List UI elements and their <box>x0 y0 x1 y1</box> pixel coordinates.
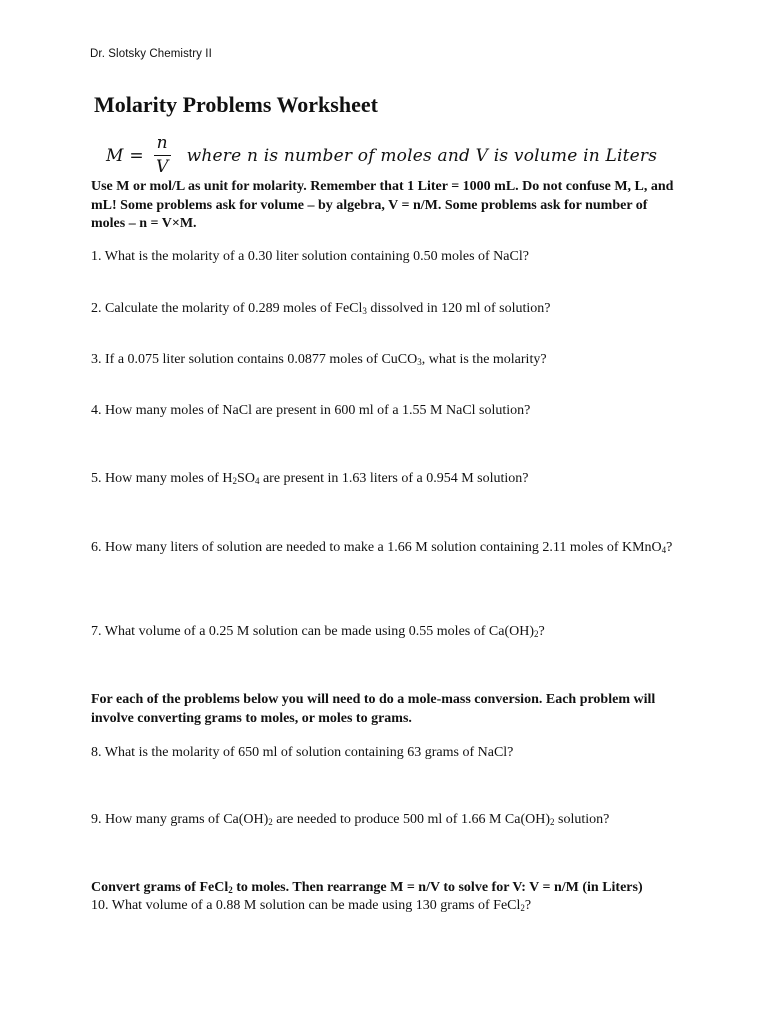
question-9-text: 9. How many grams of Ca(OH) <box>91 812 269 827</box>
question-5 <box>91 470 691 489</box>
question-3-text-end: , what is the molarity? <box>421 352 547 367</box>
question-10-text: 10. What volume of a 0.88 M solution can be made using 130 grams of FeCl <box>91 898 521 913</box>
subscript: 4 <box>661 545 667 555</box>
subscript: 3 <box>417 357 422 367</box>
instructions-paragraph: Use M or mol/L as unit for molarity. Remember that 1 Liter = 1000 mL. Do not confuse M, L, and mL! Some problems ask for volume – by algebra, V = n/M. Some problems ask for number of moles – n = V×M. <box>91 179 674 231</box>
subscript: 2 <box>550 817 555 827</box>
question-6 <box>91 539 691 558</box>
question-9-text-mid: are needed to produce 500 ml of 1.66 M Ca(OH) <box>272 812 550 827</box>
question-2 <box>91 300 691 319</box>
formula-denominator: V <box>156 157 169 177</box>
question-1: 1. What is the molarity of a 0.30 liter solution containing 0.50 moles of NaCl? <box>91 249 529 264</box>
question-10 <box>91 897 691 916</box>
question-4: 4. How many moles of NaCl are present in 600 ml of a 1.55 M NaCl solution? <box>91 403 531 418</box>
course-header: Dr. Slotsky Chemistry II <box>90 48 212 60</box>
question-5-text-end: are present in 1.63 liters of a 0.954 M solution? <box>259 471 529 486</box>
section-2-instructions: For each of the problems below you will need to do a mole-mass conversion. Each problem will involve converting grams to moles, or moles to grams. <box>91 692 656 726</box>
question-2-text: 2. Calculate the molarity of 0.289 moles of FeCl <box>91 301 363 316</box>
question-3-text: 3. If a 0.075 liter solution contains 0.0877 moles of CuCO <box>91 352 418 367</box>
molarity-formula <box>106 135 657 176</box>
formula-description: where n is number of moles and V is volume in Liters <box>186 145 658 166</box>
question-7 <box>91 623 691 642</box>
formula-molarity-symbol: M <box>106 145 124 166</box>
question-6-text: 6. How many liters of solution are needed to make a 1.66 M solution containing 2.11 moles of KMnO <box>91 540 662 555</box>
question-5-text: 5. How many moles of H <box>91 471 233 486</box>
subscript: 4 <box>254 476 260 486</box>
subscript: 2 <box>268 817 273 827</box>
question-8: 8. What is the molarity of 650 ml of solution containing 63 grams of NaCl? <box>91 745 514 760</box>
subscript: 2 <box>520 903 525 913</box>
formula-numerator: n <box>154 135 171 156</box>
subscript: 2 <box>534 629 539 639</box>
question-6-text-end: ? <box>666 540 673 555</box>
section-3-text: Convert grams of FeCl <box>91 880 229 895</box>
page-title: Molarity Problems Worksheet <box>94 92 378 117</box>
formula-equals-sign: = <box>129 145 144 166</box>
subscript: 2 <box>232 476 238 486</box>
section-3-text-end: to moles. Then rearrange M = n/V to solve for V: V = n/M (in Liters) <box>232 880 643 895</box>
subscript: 2 <box>228 885 233 895</box>
formula-fraction <box>154 135 171 176</box>
question-9-text-end: solution? <box>554 812 610 827</box>
question-5-text-mid: SO <box>237 471 255 486</box>
question-7-text: 7. What volume of a 0.25 M solution can be made using 0.55 moles of Ca(OH) <box>91 624 534 639</box>
question-9 <box>91 811 691 830</box>
question-7-text-end: ? <box>538 624 545 639</box>
section-3-instructions <box>91 879 691 898</box>
subscript: 3 <box>362 306 367 316</box>
question-2-text-end: dissolved in 120 ml of solution? <box>366 301 551 316</box>
question-3 <box>91 351 691 370</box>
question-10-text-end: ? <box>524 898 532 913</box>
